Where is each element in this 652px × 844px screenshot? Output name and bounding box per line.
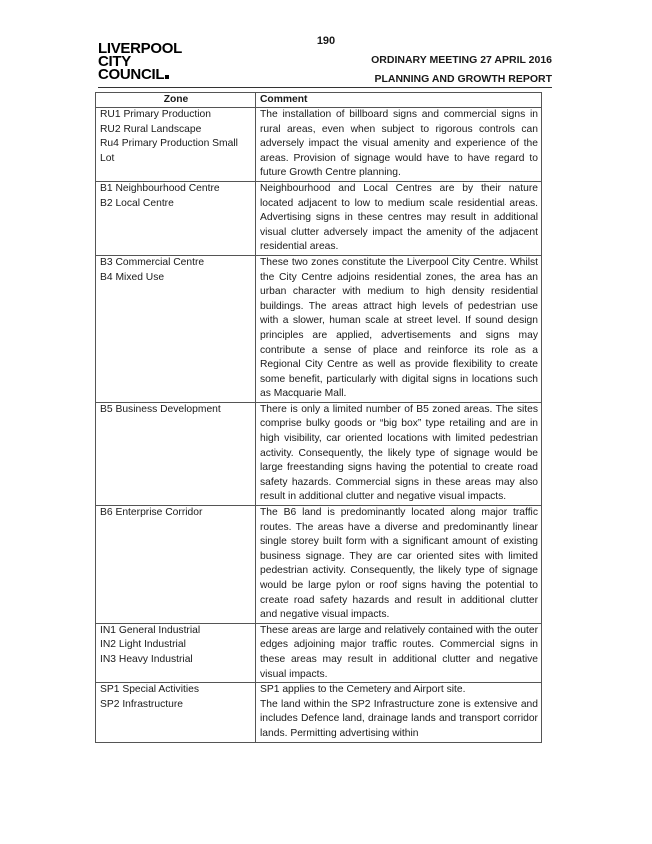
- comment-cell: These two zones constitute the Liverpool City Centre. Whilst the City Centre adjoins residential zones, the area has an urban character with medium to high density residential buildings. The areas attract high levels of pedestrian use with a slower, human scale at street level. If sound design principles are applied, advertisements and signs may contribute a sense of place and reinforce its role as a Regional City Centre as well as provide flexibility to create some benefit, particularly with digital signs in locations such as Macquarie Mall.: [256, 255, 542, 402]
- zone-name: IN2 Light Industrial: [100, 639, 186, 651]
- council-logo: [98, 42, 182, 81]
- zone-cell: [96, 506, 256, 624]
- zone-name: B6 Enterprise Corridor: [100, 507, 203, 519]
- meeting-title: ORDINARY MEETING 27 APRIL 2016: [371, 54, 552, 66]
- comment-line: SP1 applies to the Cemetery and Airport site.: [260, 684, 466, 696]
- comment-cell: These areas are large and relatively contained with the outer edges adjoining major traffic routes. Commercial signs in these areas may result in additional clutter and negative visual impacts.: [256, 623, 542, 682]
- logo-line-2: CITY: [98, 53, 131, 70]
- comment-cell: The installation of billboard signs and commercial signs in rural areas, even when subject to rigorous controls can adversely impact the visual amenity and experience of the areas. Provision of signage would have to have regard to future Growth Centre planning.: [256, 108, 542, 182]
- logo-dot-icon: [165, 75, 169, 79]
- zone-name: B5 Business Development: [100, 403, 221, 415]
- zone-cell: [96, 181, 256, 255]
- zone-name: Ru4 Primary Production Small Lot: [100, 138, 238, 164]
- zone-cell: [96, 402, 256, 505]
- zone-name: RU1 Primary Production: [100, 109, 212, 120]
- zone-name: B1 Neighbourhood Centre: [100, 182, 220, 194]
- zone-name: B3 Commercial Centre: [100, 256, 205, 268]
- zone-cell: [96, 683, 256, 742]
- zone-cell: [96, 255, 256, 402]
- comment-cell: The B6 land is predominantly located along major traffic routes. The areas have a diverse and predominantly linear single storey built form with a significant amount of existing business signage. They are car oriented sites with limited pedestrian activity. Consequently, the likely type of signage would be large pylon or roof signs having the potential to create road safety hazards and result in additional clutter and negative visual impacts.: [256, 506, 542, 624]
- table-row: [96, 402, 542, 505]
- table-row: [96, 506, 542, 624]
- zone-column-header: Zone: [96, 93, 256, 108]
- zone-name: IN1 General Industrial: [100, 624, 201, 636]
- report-title: PLANNING AND GROWTH REPORT: [374, 73, 552, 85]
- table-header-row: [96, 93, 542, 108]
- zone-name: RU2 Rural Landscape: [100, 123, 202, 135]
- comment-line: The land within the SP2 Infrastructure zone is extensive and includes Defence land, drainage lands and transport corridor lands. Permitting advertising within: [260, 698, 538, 739]
- comment-column-header: Comment: [256, 93, 542, 108]
- zone-name: SP2 Infrastructure: [100, 698, 183, 710]
- table-row: [96, 181, 542, 255]
- table-row: [96, 108, 542, 182]
- comment-cell: Neighbourhood and Local Centres are by their nature located adjacent to low to medium scale residential areas. Advertising signs in these centres may result in additional visual clutter adversely impact the amenity of the adjacent residential areas.: [256, 181, 542, 255]
- zone-cell: [96, 623, 256, 682]
- comment-cell: There is only a limited number of B5 zoned areas. The sites comprise bulky goods or “big box” type retailing and are in high visibility, car oriented locations with limited pedestrian activity. Consequently, the likely type of signage would be large freestanding signs having the potential to create road safety hazards. Commercial signs in these areas may also result in additional clutter and negative visual impacts.: [256, 402, 542, 505]
- zone-name: SP1 Special Activities: [100, 684, 200, 696]
- table-row: [96, 683, 542, 742]
- logo-line-3: COUNCIL: [98, 66, 165, 83]
- zone-cell: [96, 108, 256, 182]
- zone-name: B4 Mixed Use: [100, 271, 165, 283]
- logo-line-1: LIVERPOOL: [98, 40, 182, 57]
- header-divider: [98, 87, 552, 88]
- page-number: 190: [316, 35, 336, 47]
- zone-name: B2 Local Centre: [100, 197, 174, 209]
- comment-cell: [256, 683, 542, 742]
- table-row: [96, 623, 542, 682]
- zone-name: IN3 Heavy Industrial: [100, 653, 193, 665]
- table-row: [96, 255, 542, 402]
- zone-comment-table: [95, 92, 542, 743]
